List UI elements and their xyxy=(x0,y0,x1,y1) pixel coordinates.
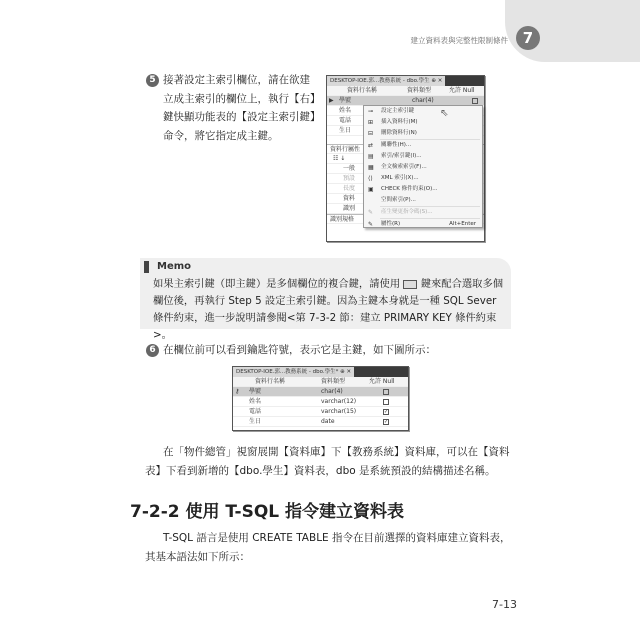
col-header: 資料行名稱 xyxy=(347,87,378,94)
memo-text xyxy=(153,276,508,344)
properties-icon: ✎ xyxy=(368,221,374,228)
paragraph-2 xyxy=(145,529,511,566)
line: 其基本語法如下所示： xyxy=(145,550,250,563)
label: 刪除資料行(N) xyxy=(381,130,417,136)
label: 插入資料行(M) xyxy=(381,119,418,125)
cell[interactable]: 生日 xyxy=(249,418,262,425)
step-5-badge: 5 xyxy=(146,74,159,87)
tab-controls[interactable]: ⊕ ✕ xyxy=(431,78,443,84)
label: 關聯性(H)... xyxy=(381,142,412,148)
index-icon: ▤ xyxy=(368,153,374,160)
memo-tag: Memo xyxy=(144,261,191,273)
paragraph-1 xyxy=(145,443,510,480)
line: 在「物件總管」視窗展開【資料庫】下【教務系統】資料庫，可以在【資料 xyxy=(163,446,510,458)
cell[interactable]: 姓名 xyxy=(339,107,352,114)
step-5-text xyxy=(163,71,321,145)
prop-label: 預設 xyxy=(343,175,356,182)
label: 空間索引(P)... xyxy=(381,197,416,203)
shortcut: Alt+Enter xyxy=(449,221,476,227)
line: 表】下看到新增的【dbo.學生】資料表，dbo 是系統預設的結構描述名稱。 xyxy=(145,464,496,477)
cell[interactable]: 學號 xyxy=(339,97,352,104)
fulltext-icon: ▦ xyxy=(368,164,374,171)
grid-header xyxy=(233,377,408,387)
allow-null-checkbox-checked[interactable]: ✓ xyxy=(384,419,389,425)
tab-title: DESKTOP-IOE.郭...教務系統 - dbo.學生 xyxy=(330,78,430,84)
label: CHECK 條件約束(O)... xyxy=(381,186,438,192)
menu-item-indexes[interactable] xyxy=(364,151,482,162)
cell[interactable]: 電話 xyxy=(249,408,262,415)
cell[interactable]: 姓名 xyxy=(249,398,262,405)
window-tab[interactable] xyxy=(327,76,445,86)
menu-item-fulltext[interactable] xyxy=(364,162,482,173)
table-row[interactable] xyxy=(233,417,408,427)
allow-null-checkbox[interactable] xyxy=(383,399,389,405)
cell[interactable]: 學號 xyxy=(249,388,262,395)
allow-null-checkbox[interactable] xyxy=(472,98,478,104)
cell[interactable]: varchar(12) xyxy=(321,398,357,405)
menu-item-delete-column[interactable] xyxy=(364,128,482,139)
line: 接著設定主索引欄位，請在欲建 xyxy=(163,74,310,86)
xml-icon: ⟨⟩ xyxy=(368,175,373,182)
properties-label: 資料行屬性 xyxy=(330,146,361,153)
menu-item-generate-script[interactable] xyxy=(364,207,482,218)
table-designer-window-2 xyxy=(232,366,409,431)
table-row[interactable] xyxy=(233,387,408,397)
sort-icon[interactable]: ☷ ↓ xyxy=(333,155,346,162)
page-number: 7-13 xyxy=(492,598,517,611)
relationship-icon: ⇄ xyxy=(368,142,374,149)
label: 設定主索引鍵 xyxy=(381,108,415,114)
cell[interactable]: 生日 xyxy=(339,127,352,134)
key-icon: ⊸ xyxy=(368,108,374,115)
prop-label: 資料 xyxy=(343,195,356,202)
cell[interactable]: char(4) xyxy=(321,388,343,395)
step-6-text: 在欄位前可以看到鑰匙符號，表示它是主鍵，如下圖所示： xyxy=(163,344,436,356)
window-tab[interactable] xyxy=(233,367,354,377)
section-heading: 7-2-2 使用 T-SQL 指令建立資料表 xyxy=(130,502,405,522)
line: 命令，將它指定成主鍵。 xyxy=(163,129,279,142)
line: 立成主索引的欄位上，執行【右】 xyxy=(163,92,321,105)
col-header: 資料類型 xyxy=(321,378,346,385)
check-icon: ▣ xyxy=(368,186,374,193)
col-header: 允許 Null xyxy=(449,87,475,94)
label: 全文檢索索引(F)... xyxy=(381,164,427,170)
col-header: 資料行名稱 xyxy=(255,378,286,385)
label: XML 索引(X)... xyxy=(381,175,419,181)
menu-item-check-constraints[interactable] xyxy=(364,184,482,195)
menu-item-spatial-index[interactable] xyxy=(364,195,482,206)
primary-key-icon: ⚷ xyxy=(235,388,240,395)
cell[interactable]: varchar(15) xyxy=(321,408,357,415)
label: 產生變更指令碼(S)... xyxy=(381,209,433,215)
allow-null-checkbox-checked[interactable]: ✓ xyxy=(384,409,389,415)
memo-text-a: 如果主索引鍵（即主鍵）是多個欄位的複合鍵，請使用 xyxy=(153,278,401,290)
mouse-cursor-icon: ⇖ xyxy=(440,108,449,119)
line: T-SQL 語言是使用 CREATE TABLE 指令在目前選擇的資料庫建立資料表， xyxy=(163,532,511,544)
menu-item-xml-index[interactable] xyxy=(364,173,482,184)
running-header: 建立資料表與完整性限制條件 xyxy=(410,36,508,45)
menu-item-relationships[interactable] xyxy=(364,140,482,151)
row-selector-icon: ▶ xyxy=(329,97,334,104)
insert-column-icon: ⊞ xyxy=(368,119,374,126)
prop-label: 識別 xyxy=(343,205,356,212)
cell[interactable]: date xyxy=(321,418,335,425)
cell[interactable]: 電話 xyxy=(339,117,352,124)
footer-label: 識別規格 xyxy=(330,216,355,223)
chapter-badge: 7 xyxy=(516,26,540,50)
tab-controls[interactable]: ⊕ ✕ xyxy=(340,369,352,375)
step-6-badge: 6 xyxy=(146,344,159,357)
label: 屬性(R) xyxy=(381,221,401,227)
prop-label: 一般 xyxy=(343,165,356,172)
grid-header xyxy=(327,86,484,96)
line: 鍵快顯功能表的【設定主索引鍵】 xyxy=(163,111,321,123)
menu-item-properties[interactable] xyxy=(364,219,482,230)
memo-text-b: 鍵來配合選取多個欄位後，再執行 Step 5 設定主索引鍵。因為主鍵本身就是一種 SQL Sever 條件約束，進一步說明請參閱<第 7-3-2 節：建立 PRIMARY KEY 條件約束>。 xyxy=(153,278,504,341)
menu-item-set-primary-key[interactable] xyxy=(364,106,482,117)
context-menu xyxy=(363,105,483,228)
col-header: 允許 Null xyxy=(369,378,395,385)
allow-null-checkbox[interactable] xyxy=(383,389,389,395)
delete-column-icon: ⊟ xyxy=(368,130,374,137)
ctrl-key-icon xyxy=(403,280,417,289)
table-row[interactable] xyxy=(233,397,408,407)
label: 索引/索引鍵(I)... xyxy=(381,153,422,159)
prop-label: 長度 xyxy=(343,185,356,192)
script-icon: ✎ xyxy=(368,209,374,216)
tab-title: DESKTOP-IOE.郭...教務系統 - dbo.學生* xyxy=(236,369,339,375)
menu-item-insert-column[interactable] xyxy=(364,117,482,128)
table-row[interactable] xyxy=(233,407,408,417)
cell[interactable]: char(4) xyxy=(412,97,434,104)
col-header: 資料類型 xyxy=(407,87,432,94)
